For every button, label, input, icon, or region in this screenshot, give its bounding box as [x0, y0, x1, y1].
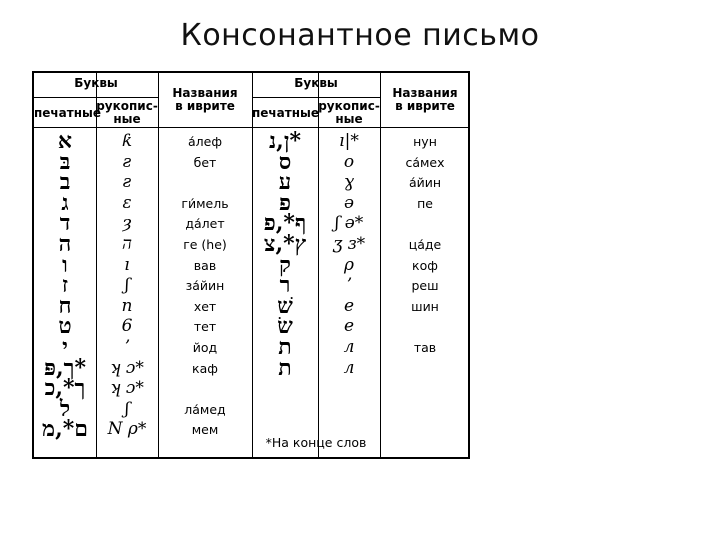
- header-printed-right: печатные: [252, 106, 320, 120]
- header-bottom-line: [34, 127, 468, 128]
- header-printed-left: печатные: [34, 106, 102, 120]
- printed-letter: ס: [278, 148, 292, 175]
- printed-letter: י: [62, 334, 68, 360]
- cursive-letter: л: [343, 337, 355, 357]
- letter-name: реш: [411, 278, 439, 294]
- cursive-letter: ƨ: [122, 172, 132, 193]
- printed-letter: ן,נ*: [269, 128, 301, 154]
- letter-name: мем: [191, 422, 219, 438]
- printed-letter: ת: [278, 334, 292, 360]
- header-names-right: Названия в иврите: [392, 86, 458, 113]
- cursive-letter: ʞ ɔ*: [110, 378, 144, 399]
- header-divider: [252, 97, 380, 98]
- page-title: Консонантное письмо: [180, 18, 540, 53]
- letter-name: тав: [413, 340, 437, 355]
- letter-name: са́мех: [405, 154, 445, 170]
- printed-letter: ל: [59, 395, 71, 422]
- letter-name: шин: [411, 298, 439, 314]
- letter-name: да́лет: [185, 216, 225, 232]
- letter-name: бет: [193, 154, 217, 170]
- header-cursive-right: рукопис- ные: [318, 99, 380, 126]
- letter-name: каф: [192, 360, 218, 376]
- cursive-letter: ʒ ɜ*: [332, 234, 366, 254]
- alphabet-table: [32, 71, 470, 459]
- printed-letter: ו: [62, 251, 68, 278]
- cursive-letter: n: [121, 295, 133, 316]
- printed-letter: פ: [279, 189, 291, 216]
- letter-name: пе: [417, 195, 433, 211]
- letter-name: тет: [193, 319, 217, 335]
- printed-letter: שׁ: [277, 292, 293, 319]
- printed-letter: ת: [278, 354, 292, 381]
- cursive-letter: 6: [121, 316, 133, 337]
- printed-letter: ז: [61, 272, 69, 299]
- printed-letter: ך,פּ*: [44, 354, 86, 381]
- printed-letter: בּ: [59, 148, 71, 175]
- cursive-letter: ɛ: [122, 192, 132, 213]
- header-letters-right: Буквы: [294, 76, 338, 90]
- printed-letter: ף*,פ: [263, 210, 307, 237]
- printed-letter: שׂ: [277, 313, 293, 340]
- cursive-letter: ı: [124, 254, 130, 275]
- cursive-letter: e: [343, 295, 355, 316]
- printed-letter: ך*,כ: [44, 375, 86, 402]
- cursive-letter: ı|*: [339, 131, 359, 151]
- printed-letter: ח: [58, 292, 72, 319]
- letter-name: коф: [412, 257, 438, 273]
- header-divider: [34, 97, 158, 98]
- letter-name: ги́мель: [181, 195, 229, 211]
- letter-name: ге (he): [183, 237, 227, 252]
- letter-name: а́йин: [408, 175, 442, 191]
- header-names-left: Названия в иврите: [172, 86, 238, 113]
- printed-letter: ץ*,צ: [263, 231, 307, 257]
- printed-letter: ג: [61, 189, 69, 216]
- cursive-letter: ʃ: [124, 275, 130, 296]
- printed-letter: ר: [279, 272, 291, 299]
- printed-letter: ם*,מ: [42, 416, 88, 443]
- cursive-letter: ʼ: [124, 337, 130, 357]
- cursive-letter: л: [343, 357, 355, 378]
- letter-name: за́йин: [185, 278, 225, 294]
- cursive-letter: ʃ ə*: [334, 213, 364, 234]
- letter-name: йод: [192, 340, 218, 355]
- cursive-letter: ʼ: [346, 275, 352, 296]
- cursive-letter: N ρ*: [107, 419, 147, 440]
- cursive-letter: ʃ: [124, 398, 130, 419]
- printed-letter: א: [57, 128, 73, 154]
- letter-name: хет: [193, 298, 217, 314]
- cursive-letter: o: [343, 151, 355, 172]
- letter-name: ца́де: [408, 237, 442, 252]
- cursive-letter: ɣ: [343, 172, 355, 193]
- cursive-letter: ȝ: [122, 213, 132, 234]
- letter-name: нун: [413, 134, 437, 149]
- printed-letter: ט: [58, 313, 72, 340]
- header-letters-left: Буквы: [74, 76, 118, 90]
- cursive-letter: ʞ ɔ*: [110, 357, 144, 378]
- cursive-letter: ה: [122, 234, 132, 254]
- footnote: *На конце слов: [265, 435, 367, 450]
- letter-name: ла́мед: [184, 401, 226, 417]
- printed-letter: ד: [59, 210, 71, 237]
- printed-letter: ה: [58, 231, 72, 257]
- printed-letter: ק: [279, 251, 291, 278]
- letter-name: вав: [193, 257, 217, 273]
- cursive-letter: ƙ: [121, 131, 133, 151]
- cursive-letter: ρ: [344, 254, 354, 275]
- cursive-letter: ƨ: [122, 151, 132, 172]
- letter-name: а́леф: [187, 134, 223, 149]
- printed-letter: ב: [59, 169, 71, 196]
- cursive-letter: ə: [343, 192, 355, 213]
- cursive-letter: e: [343, 316, 355, 337]
- header-cursive-left: рукопис- ные: [96, 99, 158, 126]
- printed-letter: ע: [278, 169, 292, 196]
